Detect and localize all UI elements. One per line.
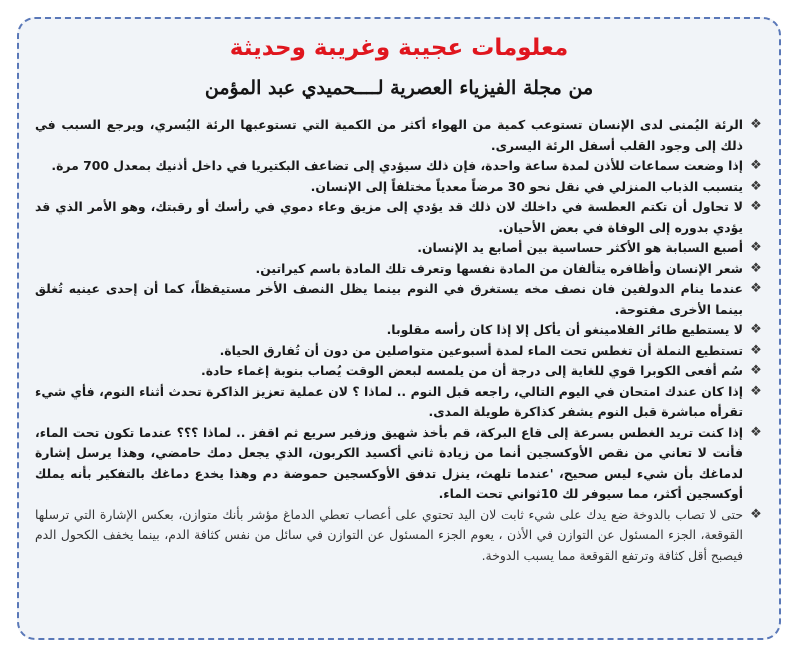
- page-title: معلومات عجيبة وغريبة وحديثة: [229, 35, 569, 61]
- diamond-bullet-icon: ❖: [750, 199, 762, 214]
- list-item: [35, 505, 765, 567]
- diamond-bullet-icon: ❖: [750, 424, 762, 440]
- fact-text: سُم أفعى الكوبرا قوي للغاية إلى درجة أن من يلمسه لبعض الوقت يُصاب بنوبة إغماء حادة.: [201, 363, 743, 378]
- diamond-bullet-icon: ❖: [750, 117, 762, 132]
- facts-list: [35, 115, 765, 566]
- page-subtitle: من مجلة الفيزياء العصرية لــــحميدي عبد المؤمن: [204, 77, 594, 99]
- list-item: [35, 259, 765, 280]
- list-item: [35, 238, 765, 259]
- list-item: [35, 197, 765, 238]
- fact-text: إذا كان عندك امتحان في اليوم التالي، راجعه قبل النوم .. لماذا ؟ لان عملية تعزيز الذاكرة تحدث أثناء النوم، فأي شيء تقرأه مباشرة قبل النوم يشفر كذاكرة طويلة المدى.: [35, 383, 743, 419]
- diamond-bullet-icon: ❖: [750, 260, 762, 276]
- list-item: [35, 382, 765, 423]
- fact-text: لا يستطيع طائر الفلامينغو أن يأكل إلا إذا كان رأسه مقلوبا.: [386, 322, 743, 337]
- diamond-bullet-icon: ❖: [750, 506, 762, 522]
- fact-text: إذا وضعت سماعات للأذن لمدة ساعة واحدة، فإن ذلك سيؤدي إلى تضاعف البكتيريا في داخل أذنيك بمعدل 700 مرة.: [51, 158, 743, 173]
- fact-text: عندما ينام الدولفين فان نصف مخه يستغرق في النوم بينما يظل النصف الأخر مستيقظاً، كما أن إحدى عينيه تُغلق بينما الأخرى مفتوحة.: [35, 281, 743, 317]
- list-item: [35, 423, 765, 505]
- fact-text: شعر الإنسان وأظافره يتألفان من المادة نفسها وتعرف تلك المادة باسم كيراتين.: [255, 260, 743, 276]
- fact-text: أصبع السبابة هو الأكثر حساسية بين أصابع يد الإنسان.: [417, 240, 743, 255]
- diamond-bullet-icon: ❖: [750, 158, 762, 173]
- list-item: [35, 279, 765, 320]
- list-item: [35, 115, 765, 156]
- list-item: [35, 361, 765, 382]
- fact-text: يتسبب الذباب المنزلي في نقل نحو 30 مرضاً معدياً مختلفاً إلى الإنسان.: [310, 178, 743, 194]
- facts-card: [17, 17, 781, 640]
- list-item: [35, 177, 765, 198]
- fact-text: الرئة اليُمنى لدى الإنسان تستوعب كمية من الهواء أكثر من الكمية التي تستوعبها الرئة اليُسري، ويرجع السبب في ذلك إلى وجود القلب أسفل الرئة اليسرى.: [35, 117, 743, 153]
- fact-text: تستطيع النملة أن تغطس تحت الماء لمدة أسبوعين متواصلين من دون أن تُفارق الحياة.: [219, 342, 743, 358]
- diamond-bullet-icon: ❖: [750, 363, 762, 378]
- list-item: [35, 156, 765, 177]
- diamond-bullet-icon: ❖: [750, 383, 762, 399]
- diamond-bullet-icon: ❖: [750, 342, 762, 358]
- diamond-bullet-icon: ❖: [750, 240, 762, 255]
- diamond-bullet-icon: ❖: [750, 322, 762, 337]
- fact-text: لا تحاول أن تكتم العطسة في داخلك لان ذلك قد يؤدي إلى مزيق وعاء دموي في رأسك أو رقبتك، وهو الأمر الذي قد يؤدي بدوره إلى الوفاة في بعض الأحيان.: [35, 199, 743, 235]
- list-item: [35, 320, 765, 341]
- fact-text: حتى لا تصاب بالدوخة ضع يدك على شيء ثابت لان اليد تحتوي على أعصاب تعطي الدماغ مؤشر بأنك متوازن، بعكس الإشارة التي ترسلها القوقعة، الجزء المسئول عن التوازن في الأذن ، يعوم الجزء المسئول عن التوازن في سائل من نفس كثافة الدم، بينما يخفف الكحول الدم فيصبح أقل كثافة وترتفع القوقعة مما يسبب الدوخة.: [35, 506, 743, 563]
- diamond-bullet-icon: ❖: [750, 178, 762, 194]
- diamond-bullet-icon: ❖: [750, 281, 762, 296]
- fact-text: إذا كنت تريد الغطس بسرعة إلى قاع البركة، قم بأخذ شهيق وزفير سريع ثم اقفز .. لماذا ؟؟؟ عندما تكون تحت الماء، فأنت لا تعاني من نقص الأوكسجين أنما من زيادة ثاني أكسيد الكربون، الذي يجعل دمك حامضي، وهذا يرسل إشارة لدماغك بأن شيء ليس صحيح، 'عندما تلهث، ينزل تدفق الأوكسجين حموضة دم وهذا يخدع دماغك بالتفكير بأنه يملك أوكسجين أكثر، مما سيوفر لك 10ثواني تحت الماء.: [35, 424, 743, 501]
- list-item: [35, 341, 765, 362]
